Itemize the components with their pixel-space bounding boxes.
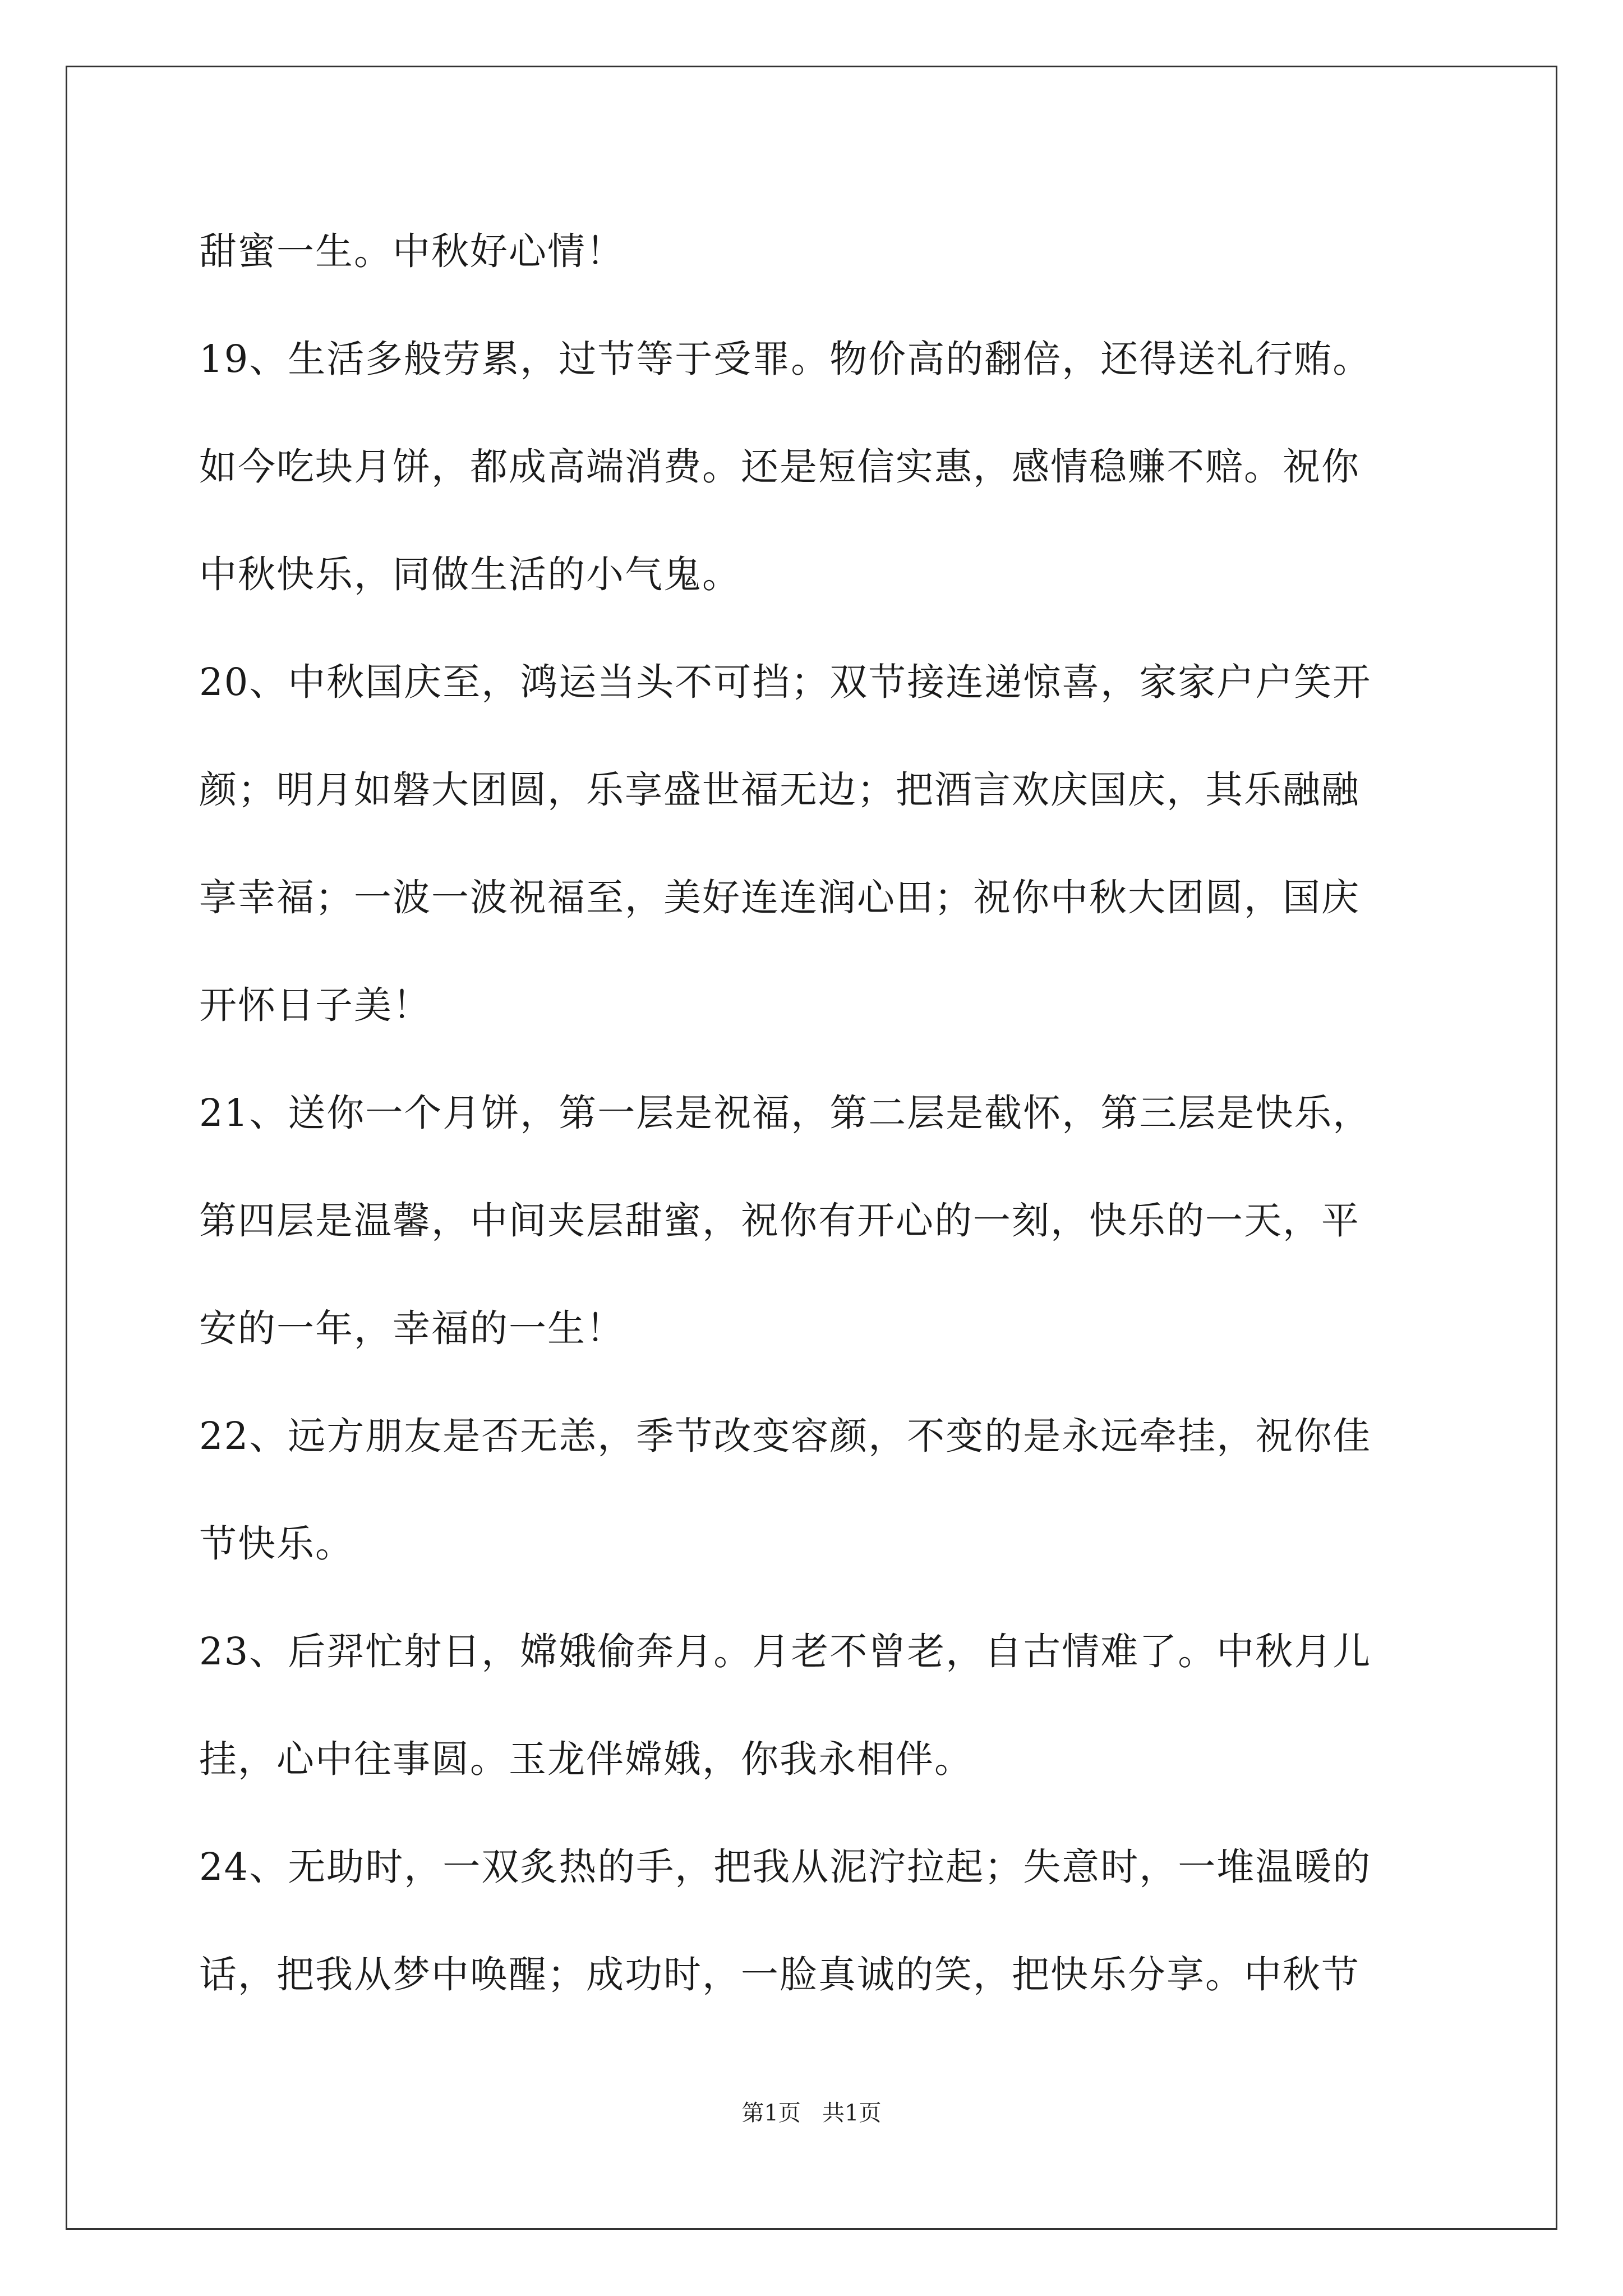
text-line: 节快乐。	[199, 1522, 354, 1566]
text-line: 第四层是温馨，中间夹层甜蜜，祝你有开心的一刻，快乐的一天，平	[199, 1199, 1360, 1243]
text-line: 23、后羿忙射日，嫦娥偷奔月。月老不曾老，自古情难了。中秋月儿	[199, 1630, 1372, 1673]
text-line: 19、生活多般劳累，过节等于受罪。物价高的翻倍，还得送礼行贿。	[199, 337, 1372, 381]
text-line: 享幸福；一波一波祝福至，美好连连润心田；祝你中秋大团圆，国庆	[199, 876, 1360, 919]
text-line: 20、中秋国庆至，鸿运当头不可挡；双节接连递惊喜，家家户户笑开	[199, 660, 1372, 704]
text-line: 22、远方朋友是否无恙，季节改变容颜，不变的是永远牵挂，祝你佳	[199, 1414, 1372, 1458]
text-line: 挂，心中往事圆。玉龙伴嫦娥，你我永相伴。	[199, 1737, 973, 1781]
text-line: 甜蜜一生。中秋好心情！	[199, 229, 625, 273]
text-line: 话，把我从梦中唤醒；成功时，一脸真诚的笑，把快乐分享。中秋节	[199, 1953, 1360, 1996]
document-body	[199, 197, 1433, 2028]
text-line: 中秋快乐，同做生活的小气鬼。	[199, 553, 741, 596]
text-line: 开怀日子美！	[199, 983, 431, 1027]
text-line: 21、送你一个月饼，第一层是祝福，第二层是截怀，第三层是快乐，	[199, 1091, 1372, 1135]
text-line: 24、无助时，一双炙热的手，把我从泥泞拉起；失意时，一堆温暖的	[199, 1845, 1372, 1889]
text-line: 颜；明月如磐大团圆，乐享盛世福无边；把酒言欢庆国庆，其乐融融	[199, 768, 1360, 812]
text-line: 如今吃块月饼，都成高端消费。还是短信实惠，感情稳赚不赔。祝你	[199, 445, 1360, 489]
page-number-footer: 第1页 共1页	[741, 2100, 882, 2126]
text-line: 安的一年，幸福的一生！	[199, 1306, 625, 1350]
